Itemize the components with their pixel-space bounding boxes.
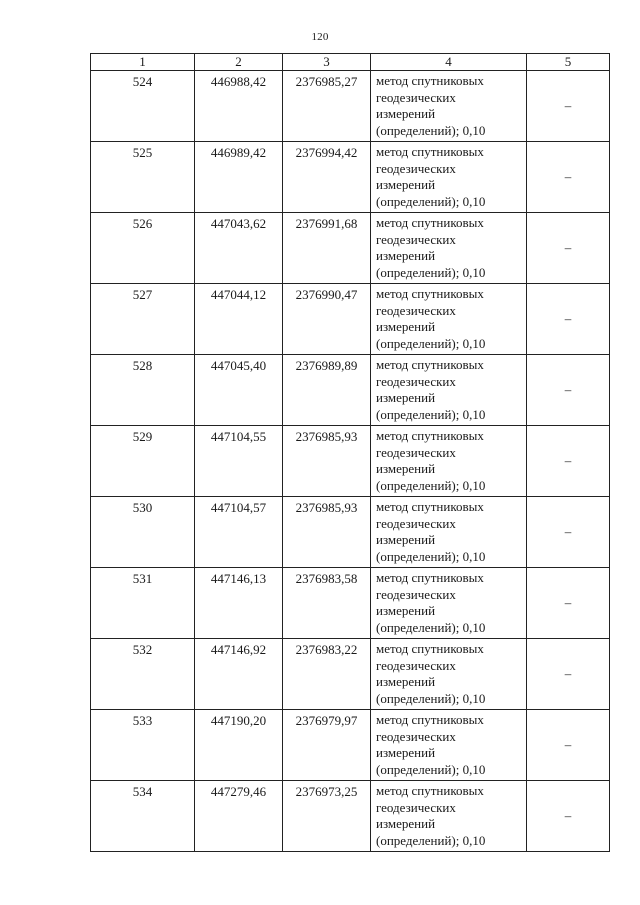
note-cell xyxy=(527,568,610,639)
y-coordinate-cell: 2376983,22 xyxy=(283,639,371,710)
note-dash: – xyxy=(564,595,572,610)
note-dash: – xyxy=(564,453,572,468)
method-cell xyxy=(371,213,527,284)
method-text-line: геодезических xyxy=(376,657,456,673)
method-text-line: геодезических xyxy=(376,515,456,531)
note-cell xyxy=(527,497,610,568)
table-row xyxy=(91,284,610,355)
x-coordinate-cell: 446988,42 xyxy=(195,71,283,142)
x-coordinate-cell: 447146,92 xyxy=(195,639,283,710)
column-header-3: 3 xyxy=(283,54,371,71)
x-coordinate-cell: 447043,62 xyxy=(195,213,283,284)
method-text-line: (определений); 0,10 xyxy=(376,122,486,138)
y-coordinate-cell: 2376990,47 xyxy=(283,284,371,355)
point-number-cell: 525 xyxy=(91,142,195,213)
page-number: 120 xyxy=(311,31,329,43)
table-row xyxy=(91,213,610,284)
method-text-line: (определений); 0,10 xyxy=(376,548,486,564)
method-cell xyxy=(371,781,527,852)
note-dash: – xyxy=(564,311,572,326)
point-number-cell: 527 xyxy=(91,284,195,355)
column-header-4: 4 xyxy=(371,54,527,71)
table-body xyxy=(91,71,610,852)
note-cell xyxy=(527,781,610,852)
y-coordinate-cell: 2376985,93 xyxy=(283,497,371,568)
table-row xyxy=(91,355,610,426)
note-cell xyxy=(527,639,610,710)
table-row xyxy=(91,781,610,852)
point-number-cell: 529 xyxy=(91,426,195,497)
method-text-line: метод спутниковых xyxy=(376,144,484,159)
method-text-line: измерений xyxy=(376,106,436,121)
method-text-line: метод спутниковых xyxy=(376,499,484,514)
note-cell xyxy=(527,213,610,284)
method-text-line: геодезических xyxy=(376,373,456,389)
note-dash: – xyxy=(564,737,572,752)
note-cell xyxy=(527,71,610,142)
method-text-line: измерений xyxy=(376,390,436,405)
x-coordinate-cell: 446989,42 xyxy=(195,142,283,213)
header-row xyxy=(91,54,610,71)
point-number-cell: 534 xyxy=(91,781,195,852)
x-coordinate-cell: 447104,57 xyxy=(195,497,283,568)
method-text-line: геодезических xyxy=(376,160,456,176)
table-row xyxy=(91,639,610,710)
note-dash: – xyxy=(564,169,572,184)
note-cell xyxy=(527,710,610,781)
table-row xyxy=(91,568,610,639)
method-text-line: измерений xyxy=(376,745,436,760)
point-number-cell: 531 xyxy=(91,568,195,639)
method-text-line: (определений); 0,10 xyxy=(376,832,486,848)
point-number-cell: 524 xyxy=(91,71,195,142)
method-text-line: (определений); 0,10 xyxy=(376,335,486,351)
table-row xyxy=(91,426,610,497)
method-text-line: (определений); 0,10 xyxy=(376,264,486,280)
method-text-line: измерений xyxy=(376,816,436,831)
method-text-line: (определений); 0,10 xyxy=(376,690,486,706)
method-text-line: измерений xyxy=(376,461,436,476)
x-coordinate-cell: 447190,20 xyxy=(195,710,283,781)
note-cell xyxy=(527,284,610,355)
method-text-line: метод спутниковых xyxy=(376,570,484,585)
note-cell xyxy=(527,355,610,426)
method-text-line: геодезических xyxy=(376,444,456,460)
note-cell xyxy=(527,142,610,213)
method-text-line: метод спутниковых xyxy=(376,641,484,656)
y-coordinate-cell: 2376973,25 xyxy=(283,781,371,852)
table-row xyxy=(91,71,610,142)
method-text-line: (определений); 0,10 xyxy=(376,761,486,777)
method-cell xyxy=(371,568,527,639)
note-dash: – xyxy=(564,808,572,823)
method-text-line: метод спутниковых xyxy=(376,428,484,443)
coordinates-table xyxy=(90,53,610,852)
method-cell xyxy=(371,284,527,355)
table-row xyxy=(91,710,610,781)
method-text-line: измерений xyxy=(376,319,436,334)
method-text-line: метод спутниковых xyxy=(376,357,484,372)
table-row xyxy=(91,142,610,213)
method-text-line: метод спутниковых xyxy=(376,286,484,301)
column-header-5: 5 xyxy=(527,54,610,71)
note-dash: – xyxy=(564,382,572,397)
note-dash: – xyxy=(564,666,572,681)
method-text-line: (определений); 0,10 xyxy=(376,193,486,209)
method-cell xyxy=(371,142,527,213)
point-number-cell: 532 xyxy=(91,639,195,710)
y-coordinate-cell: 2376994,42 xyxy=(283,142,371,213)
method-text-line: метод спутниковых xyxy=(376,783,484,798)
method-cell xyxy=(371,71,527,142)
method-text-line: измерений xyxy=(376,177,436,192)
note-dash: – xyxy=(564,240,572,255)
x-coordinate-cell: 447044,12 xyxy=(195,284,283,355)
note-cell xyxy=(527,426,610,497)
point-number-cell: 533 xyxy=(91,710,195,781)
note-dash: – xyxy=(564,524,572,539)
method-text-line: (определений); 0,10 xyxy=(376,477,486,493)
y-coordinate-cell: 2376989,89 xyxy=(283,355,371,426)
method-text-line: геодезических xyxy=(376,799,456,815)
method-text-line: измерений xyxy=(376,532,436,547)
method-text-line: геодезических xyxy=(376,586,456,602)
table-row xyxy=(91,497,610,568)
method-text-line: измерений xyxy=(376,248,436,263)
note-dash: – xyxy=(564,98,572,113)
y-coordinate-cell: 2376979,97 xyxy=(283,710,371,781)
method-cell xyxy=(371,639,527,710)
method-text-line: метод спутниковых xyxy=(376,712,484,727)
method-cell xyxy=(371,497,527,568)
y-coordinate-cell: 2376985,93 xyxy=(283,426,371,497)
method-text-line: (определений); 0,10 xyxy=(376,406,486,422)
x-coordinate-cell: 447146,13 xyxy=(195,568,283,639)
method-text-line: (определений); 0,10 xyxy=(376,619,486,635)
method-text-line: геодезических xyxy=(376,231,456,247)
y-coordinate-cell: 2376991,68 xyxy=(283,213,371,284)
column-header-2: 2 xyxy=(195,54,283,71)
method-text-line: геодезических xyxy=(376,728,456,744)
column-header-1: 1 xyxy=(91,54,195,71)
point-number-cell: 528 xyxy=(91,355,195,426)
method-text-line: метод спутниковых xyxy=(376,215,484,230)
method-text-line: геодезических xyxy=(376,302,456,318)
method-cell xyxy=(371,355,527,426)
method-cell xyxy=(371,426,527,497)
method-text-line: геодезических xyxy=(376,89,456,105)
y-coordinate-cell: 2376983,58 xyxy=(283,568,371,639)
x-coordinate-cell: 447104,55 xyxy=(195,426,283,497)
method-text-line: измерений xyxy=(376,603,436,618)
x-coordinate-cell: 447279,46 xyxy=(195,781,283,852)
method-cell xyxy=(371,710,527,781)
point-number-cell: 530 xyxy=(91,497,195,568)
method-text-line: метод спутниковых xyxy=(376,73,484,88)
x-coordinate-cell: 447045,40 xyxy=(195,355,283,426)
point-number-cell: 526 xyxy=(91,213,195,284)
y-coordinate-cell: 2376985,27 xyxy=(283,71,371,142)
method-text-line: измерений xyxy=(376,674,436,689)
